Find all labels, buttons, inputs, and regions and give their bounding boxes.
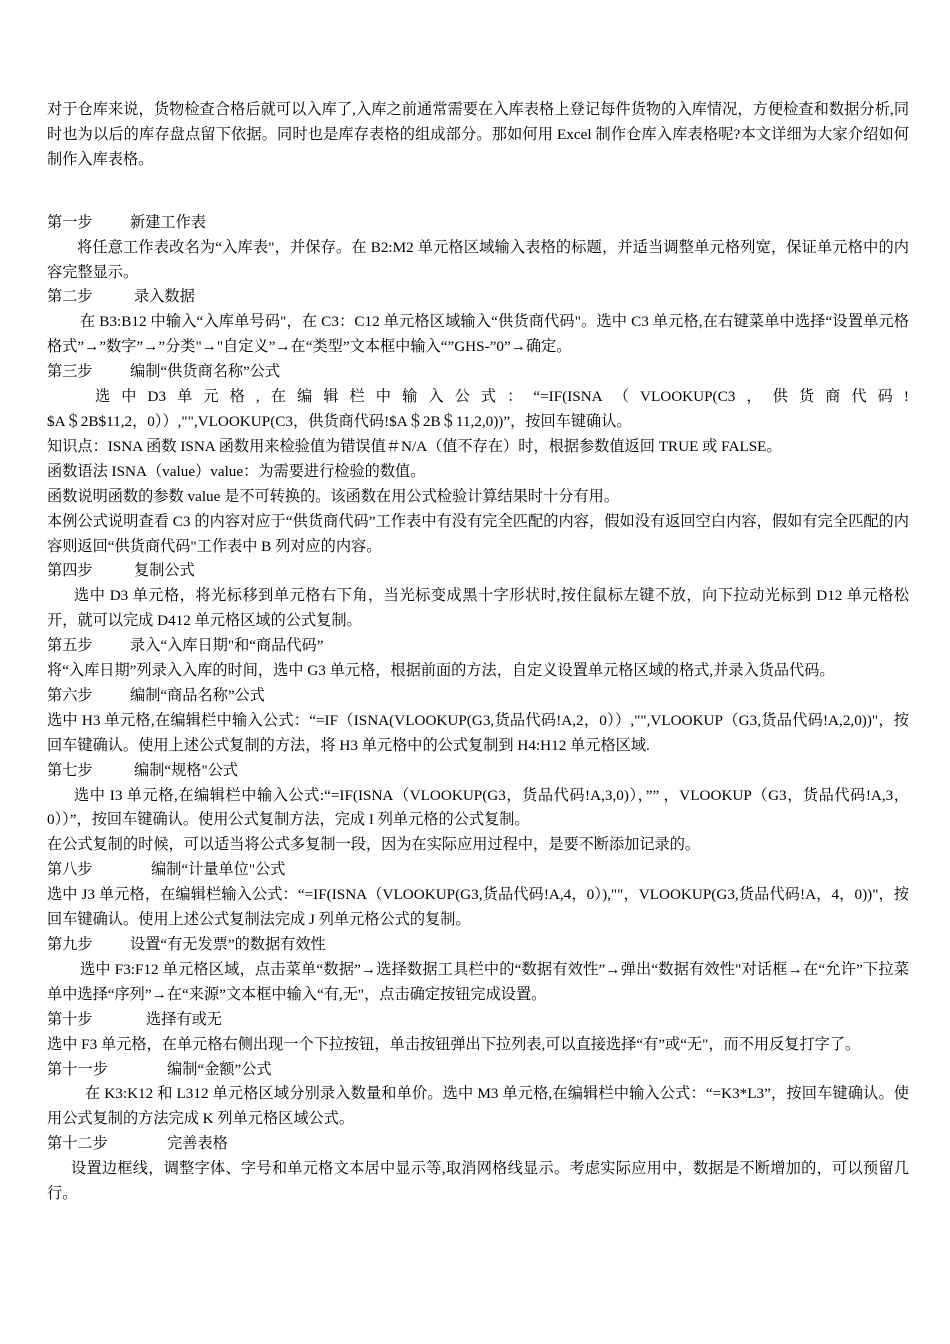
step-title: 选择有或无 [146, 1010, 222, 1028]
step-6-paragraph: 选中 H3 单元格,在编辑栏中输入公式：“=IF（ISNA(VLOOKUP(G3,货品代码!A,2，0））,"",VLOOKUP（G3,货品代码!A,2,0))"，按回车键确认。使用上述公式复制的方法，将 H3 单元格中的公式复制到 H4:H12 单元格区域. [47, 711, 909, 754]
step-number: 第三步 [47, 363, 93, 381]
document-page [47, 98, 909, 1207]
step-7-note: 在公式复制的时候，可以适当将公式多复制一段，因为在实际应用过程中，是要不断添加记录的。 [47, 836, 701, 854]
step-11-paragraph: 在 K3:K12 和 L312 单元格区域分别录入数量和单价。选中 M3 单元格,在编辑栏中输入公式：“=K3*L3”，按回车键确认。使用公式复制的方法完成 K 列单元格区域公式。 [47, 1085, 909, 1128]
intro-paragraph: 对于仓库来说，货物检查合格后就可以入库了,入库之前通常需要在入库表格上登记每件货物的入库情况，方便检查和数据分析,同时也为以后的库存盘点留下依据。同时也是库存表格的组成部分。那如何用 Excel 制作仓库入库表格呢?本文详细为大家介绍如何制作入库表格。 [47, 101, 909, 168]
step-title: 编制“计量单位"公式 [151, 861, 286, 879]
step-title: 复制公式 [134, 562, 195, 580]
step-12-paragraph: 设置边框线，调整字体、字号和单元格文本居中显示等,取消网格线显示。考虑实际应用中，数据是不断增加的，可以预留几行。 [47, 1160, 909, 1203]
step-9-heading [47, 933, 909, 958]
step-11-heading [47, 1058, 909, 1083]
step-title: 编制“金额”公式 [167, 1060, 272, 1078]
step-3-example-note: 本例公式说明查看 C3 的内容对应于“供货商代码”工作表中有没有完全匹配的内容，假如没有返回空白内容，假如有完全匹配的内容则返回“供货商代码"工作表中 B 列对应的内容。 [47, 512, 909, 555]
step-3-formula-line-1: 选中D3单元格,在编辑栏中输入公式：“=IF(ISNA（VLOOKUP(C3，供货商代码! [95, 388, 909, 406]
step-number: 第二步 [47, 288, 93, 306]
step-number: 第八步 [47, 861, 93, 879]
step-12-heading [47, 1132, 909, 1157]
step-1-paragraph: 将任意工作表改名为“入库表"，并保存。在 B2:M2 单元格区域输入表格的标题，并适当调整单元格列宽，保证单元格中的内容完整显示。 [47, 238, 909, 281]
step-title: 录入数据 [134, 288, 195, 306]
step-title: 新建工作表 [130, 213, 206, 231]
step-9-paragraph: 选中 F3:F12 单元格区域，点击菜单“数据”→选择数据工具栏中的“数据有效性”→弹出“数据有效性"对话框→在“允许”下拉菜单中选择“序列”→在“来源”文本框中输入“有,无"，点击确定按钮完成设置。 [47, 960, 909, 1003]
step-5-paragraph: 将“入库日期”列录入入库的时间，选中 G3 单元格，根据前面的方法，自定义设置单元格区域的格式,并录入货品代码。 [47, 662, 835, 680]
step-title: 设置“有无发票”的数据有效性 [130, 936, 326, 953]
step-8-paragraph: 选中 J3 单元格，在编辑栏输入公式：“=IF(ISNA（VLOOKUP(G3,货品代码!A,4，0）),""，VLOOKUP(G3,货品代码!A，4，0))"，按回车键确认。使用上述公式复制法完成 J 列单元格公式的复制。 [47, 886, 909, 929]
spacer [47, 173, 909, 211]
step-7-paragraph: 选中 I3 单元格,在编辑栏中输入公式:“=IF(ISNA（VLOOKUP(G3，货品代码!A,3,0)），”” ，VLOOKUP（G3，货品代码!A,3，0））”，按回车键确认。使用公式复制方法，完成 I 列单元格的公式复制。 [47, 786, 909, 829]
step-number: 第五步 [47, 637, 93, 655]
step-number: 第十一步 [47, 1060, 108, 1078]
step-title: 完善表格 [167, 1135, 228, 1153]
step-title: 录入“入库日期"和“商品代码” [130, 637, 324, 655]
step-number: 第十二步 [47, 1135, 108, 1153]
step-number: 第七步 [47, 761, 93, 779]
step-1-heading [47, 211, 909, 236]
step-3-syntax: 函数语法 ISNA（value）value：为需要进行检验的数值。 [47, 462, 426, 480]
step-7-heading [47, 759, 909, 784]
step-2-heading [47, 285, 909, 310]
step-title: 编制“规格"公式 [134, 761, 239, 779]
step-3-function-note: 函数说明函数的参数 value 是不可转换的。该函数在用公式检验计算结果时十分有用。 [47, 487, 620, 505]
step-2-paragraph: 在 B3:B12 中输入“入库单号码"，在 C3：C12 单元格区域输入“供货商代码"。选中 C3 单元格,在右键菜单中选择“设置单元格格式”→”数字”→”分类"→"自定义”→在“类型”文本框中输入“”GHS-”0”→确定。 [47, 313, 909, 356]
step-3-formula-line-2: $A＄2B$11,2，0））,"",VLOOKUP(C3，供货商代码!$A＄2B＄11,2,0))”，按回车键确认。 [47, 412, 632, 430]
step-8-heading [47, 858, 909, 883]
step-5-heading [47, 634, 909, 659]
step-4-heading [47, 559, 909, 584]
step-number: 第一步 [47, 213, 93, 231]
step-number: 第六步 [47, 686, 93, 704]
step-title: 编制“商品名称”公式 [130, 686, 265, 704]
step-3-knowledge-point: 知识点：ISNA 函数 ISNA 函数用来检验值为错误值＃N/A（值不存在）时，根据参数值返回 TRUE 或 FALSE。 [47, 437, 782, 455]
step-10-heading [47, 1008, 909, 1033]
step-number: 第十步 [47, 1010, 93, 1028]
step-number: 第四步 [47, 562, 93, 580]
step-6-heading [47, 684, 909, 709]
step-title: 编制“供货商名称”公式 [130, 363, 281, 381]
step-4-paragraph: 选中 D3 单元格，将光标移到单元格右下角，当光标变成黑十字形状时,按住鼠标左键不放，向下拉动光标到 D12 单元格松开，就可以完成 D412 单元格区域的公式复制。 [47, 587, 909, 630]
step-10-paragraph: 选中 F3 单元格，在单元格右侧出现一个下拉按钮，单击按钮弹出下拉列表,可以直接选择“有”或“无"，而不用反复打字了。 [47, 1035, 861, 1053]
step-number: 第九步 [47, 936, 93, 953]
step-3-heading [47, 360, 909, 385]
